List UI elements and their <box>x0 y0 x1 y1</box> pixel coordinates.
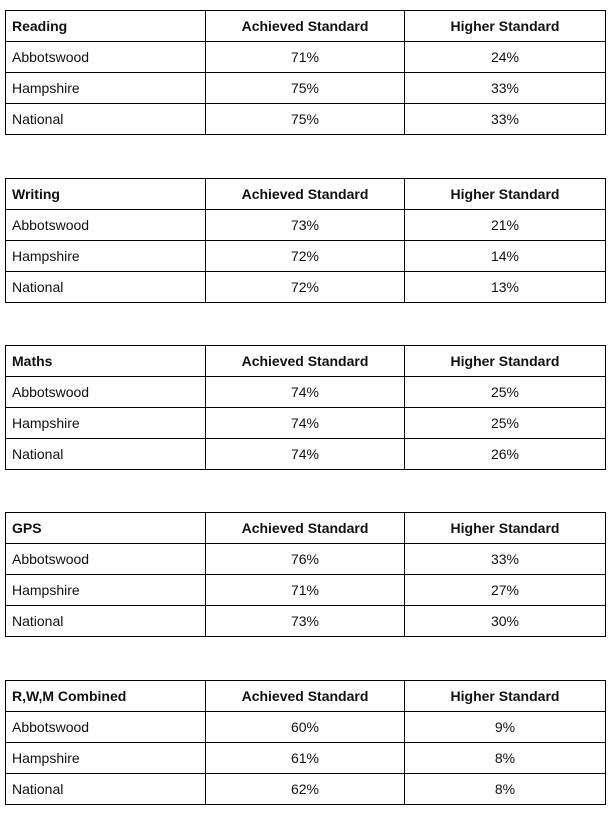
higher-value: 26% <box>405 439 606 470</box>
achieved-value: 75% <box>206 73 405 104</box>
subject-header: GPS <box>6 513 206 544</box>
higher-value: 30% <box>405 606 606 637</box>
table-row <box>6 377 606 408</box>
row-label: Abbotswood <box>6 712 206 743</box>
achieved-value: 73% <box>206 606 405 637</box>
row-label: National <box>6 606 206 637</box>
achieved-value: 71% <box>206 575 405 606</box>
table-row <box>6 712 606 743</box>
higher-value: 33% <box>405 544 606 575</box>
achieved-value: 61% <box>206 743 405 774</box>
table-row <box>6 743 606 774</box>
row-label: Abbotswood <box>6 377 206 408</box>
achieved-standard-header: Achieved Standard <box>206 11 405 42</box>
writing-results-table <box>5 178 606 303</box>
table-row <box>6 606 606 637</box>
table-row <box>6 575 606 606</box>
higher-value: 13% <box>405 272 606 303</box>
higher-value: 14% <box>405 241 606 272</box>
table-row <box>6 42 606 73</box>
row-label: National <box>6 774 206 805</box>
table-header-row <box>6 513 606 544</box>
table-row <box>6 408 606 439</box>
table-row <box>6 439 606 470</box>
subject-header: Reading <box>6 11 206 42</box>
achieved-value: 74% <box>206 408 405 439</box>
higher-value: 8% <box>405 774 606 805</box>
achieved-standard-header: Achieved Standard <box>206 179 405 210</box>
row-label: Hampshire <box>6 241 206 272</box>
higher-standard-header: Higher Standard <box>405 11 606 42</box>
higher-value: 25% <box>405 377 606 408</box>
achieved-value: 76% <box>206 544 405 575</box>
achieved-value: 75% <box>206 104 405 135</box>
table-row <box>6 272 606 303</box>
higher-value: 24% <box>405 42 606 73</box>
achieved-standard-header: Achieved Standard <box>206 513 405 544</box>
table-row <box>6 210 606 241</box>
achieved-value: 73% <box>206 210 405 241</box>
table-row <box>6 774 606 805</box>
row-label: Abbotswood <box>6 544 206 575</box>
achieved-standard-header: Achieved Standard <box>206 346 405 377</box>
higher-value: 8% <box>405 743 606 774</box>
higher-value: 21% <box>405 210 606 241</box>
higher-standard-header: Higher Standard <box>405 179 606 210</box>
table-header-row <box>6 681 606 712</box>
achieved-value: 72% <box>206 272 405 303</box>
higher-standard-header: Higher Standard <box>405 681 606 712</box>
higher-standard-header: Higher Standard <box>405 346 606 377</box>
achieved-value: 71% <box>206 42 405 73</box>
row-label: Hampshire <box>6 575 206 606</box>
subject-header: R,W,M Combined <box>6 681 206 712</box>
subject-header: Maths <box>6 346 206 377</box>
row-label: Abbotswood <box>6 210 206 241</box>
higher-value: 9% <box>405 712 606 743</box>
row-label: Hampshire <box>6 743 206 774</box>
higher-standard-header: Higher Standard <box>405 513 606 544</box>
table-header-row <box>6 11 606 42</box>
higher-value: 33% <box>405 104 606 135</box>
higher-value: 25% <box>405 408 606 439</box>
achieved-value: 74% <box>206 439 405 470</box>
reading-results-table <box>5 10 606 135</box>
table-header-row <box>6 346 606 377</box>
achieved-standard-header: Achieved Standard <box>206 681 405 712</box>
row-label: National <box>6 104 206 135</box>
higher-value: 33% <box>405 73 606 104</box>
rwm-combined-results-table <box>5 680 606 805</box>
higher-value: 27% <box>405 575 606 606</box>
table-row <box>6 104 606 135</box>
row-label: National <box>6 439 206 470</box>
table-row <box>6 544 606 575</box>
row-label: Hampshire <box>6 73 206 104</box>
gps-results-table <box>5 512 606 637</box>
achieved-value: 72% <box>206 241 405 272</box>
table-row <box>6 73 606 104</box>
row-label: Hampshire <box>6 408 206 439</box>
table-header-row <box>6 179 606 210</box>
subject-header: Writing <box>6 179 206 210</box>
row-label: National <box>6 272 206 303</box>
achieved-value: 74% <box>206 377 405 408</box>
maths-results-table <box>5 345 606 470</box>
table-row <box>6 241 606 272</box>
achieved-value: 60% <box>206 712 405 743</box>
achieved-value: 62% <box>206 774 405 805</box>
row-label: Abbotswood <box>6 42 206 73</box>
